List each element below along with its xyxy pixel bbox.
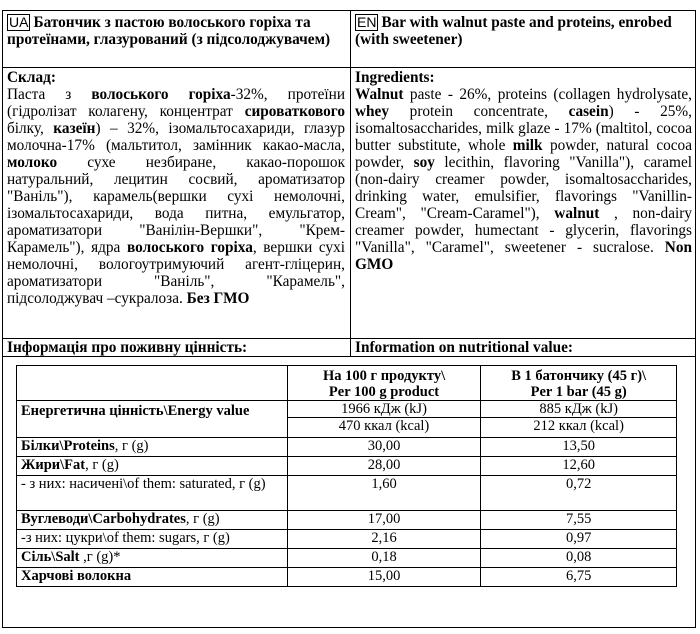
energy-label: Енергетична цінність\Energy value: [17, 401, 288, 438]
nutrient-row: [17, 511, 677, 530]
ua-ingredient-segment: волоського горіха: [126, 239, 253, 256]
energy-per100-kj: 1966 кДж (kJ): [288, 401, 481, 418]
ua-ingredient-segment: сироваткового: [244, 103, 345, 120]
nutrient-unit: -з них: цукри\of them: sugars, г (g): [21, 530, 230, 546]
en-title: [355, 14, 692, 48]
header-per100-en: Per 100 g product: [328, 384, 440, 400]
en-ingredients-text: [355, 86, 692, 273]
nutrient-unit: , г (g): [85, 457, 119, 473]
en-ingredient-segment: powder, natural cocoa powder,: [355, 137, 692, 171]
ua-ingredient-segment: ) – 32%, ізомальтосахариди, глазур молочна-17% (мальтитол, замінник какао-масла,: [7, 120, 345, 154]
en-ingredient-segment: whey: [355, 103, 389, 120]
ua-ingredient-segment: сухе незбиране, какао-порошок натуральний, лецитин сосвий, ароматизатор "Ваніль"), карамель(вершки сухі немолочні, ізомальтосахариди, вода питна, емульгатор, ароматизатори "Ванілін-Вершки", "Крем-Карамель"), ядра: [7, 154, 345, 256]
ua-title: [7, 14, 345, 48]
en-ingredient-segment: Non GMO: [355, 239, 692, 273]
nutrient-row: [17, 549, 677, 568]
energy-per100: [287, 401, 481, 438]
header-perbar: [481, 366, 677, 401]
nutrition-rows: [17, 438, 677, 587]
nutrient-perbar-value: 13,50: [481, 438, 677, 457]
nutrient-label: [17, 511, 288, 530]
nutrient-label: [17, 568, 288, 587]
nutrient-perbar-value: 6,75: [481, 568, 677, 587]
nutrient-unit: - з них: насичені\of them: saturated, г (g): [21, 476, 266, 492]
nutrition-header-row: [17, 366, 677, 401]
ua-ingredient-segment: білку,: [7, 120, 54, 137]
nutrient-per100-value: 0,18: [287, 549, 481, 568]
header-perbar-ua: В 1 батончику (45 г)\: [511, 368, 647, 384]
ua-title-text: Батончик з пастою волоського горіха та протеїнами, глазурований (з підсолоджувачем): [7, 14, 331, 48]
nutrient-row: [17, 530, 677, 549]
nutrient-per100-value: 30,00: [287, 438, 481, 457]
header-per100-ua: На 100 г продукту\: [322, 368, 446, 384]
nutrient-perbar-value: 7,55: [481, 511, 677, 530]
nutrient-name: Харчові волокна: [21, 568, 132, 584]
en-ingredient-segment: ) - 25%, isomaltosaccharides, milk glaze - 17% (maltitol, cocoa butter substitute, whole: [355, 103, 692, 154]
en-ingredient-segment: Walnut: [355, 86, 404, 103]
ua-ingredient-segment: -32%, протеїни (гідролізат колагену, концентрат: [7, 86, 346, 120]
en-ingredient-segment: soy: [413, 154, 435, 171]
energy-perbar-kcal: 212 ккал (kcal): [533, 418, 624, 434]
energy-per100-kcal: 470 ккал (kcal): [338, 418, 430, 434]
header-perbar-en: Per 1 bar (45 g): [530, 384, 627, 400]
nutrition-table: [16, 365, 677, 587]
en-ingredient-segment: walnut: [554, 205, 600, 222]
ua-ingredient-segment: Без ГМО: [186, 290, 250, 307]
nutrient-label: [17, 476, 288, 511]
nutrient-per100-value: 15,00: [287, 568, 481, 587]
energy-row: [17, 401, 677, 438]
ua-lang-tag: UA: [9, 14, 29, 30]
nutrient-perbar-value: 0,08: [481, 549, 677, 568]
energy-perbar-kj: 885 кДж (kJ): [481, 401, 676, 418]
en-ingredient-segment: paste - 26%, proteins (collagen hydrolysate,: [403, 86, 692, 103]
energy-perbar: [481, 401, 677, 438]
nutrient-name: Жири\Fat: [21, 457, 86, 473]
en-ingredient-segment: milk: [512, 137, 543, 154]
nutrient-per100-value: 17,00: [287, 511, 481, 530]
header-per100: [287, 366, 481, 401]
ua-ingredients-text: [7, 86, 345, 307]
header-empty-cell: [17, 366, 288, 401]
column-divider: [350, 11, 351, 356]
nutrient-unit: , г (g): [185, 511, 220, 527]
nutrient-unit: , г (g): [114, 438, 149, 454]
nutrient-name: Сіль\Salt: [21, 549, 80, 565]
nutrient-label: [17, 549, 288, 568]
nutrient-label: [17, 457, 288, 476]
nutrient-row: [17, 438, 677, 457]
nutrient-per100-value: 1,60: [287, 476, 481, 511]
ua-nutrition-heading: Інформація про поживну цінність:: [7, 339, 248, 356]
nutrient-perbar-value: 12,60: [481, 457, 677, 476]
nutrient-per100-value: 2,16: [287, 530, 481, 549]
nutrition-heading-divider: [3, 356, 695, 357]
en-title-text: Bar with walnut paste and proteins, enrobed (with sweetener): [355, 14, 672, 48]
nutrient-per100-value: 28,00: [287, 457, 481, 476]
nutrient-name: Білки\Proteins: [21, 438, 115, 454]
ua-ingredients-heading: Склад:: [7, 69, 56, 86]
nutrient-row: [17, 568, 677, 587]
en-ingredient-segment: protein concentrate,: [389, 103, 569, 120]
en-ingredients: [355, 69, 692, 273]
nutrient-unit: ,г (g)*: [79, 549, 121, 565]
ua-ingredient-segment: волоського горіха: [91, 86, 231, 103]
nutrient-name: Вуглеводи\Carbohydrates: [21, 511, 186, 527]
en-ingredient-segment: , non-dairy creamer powder, humectant - glycerin, flavorings "Vanilla", "Caramel", sweetener - sucralose.: [355, 205, 692, 256]
en-nutrition-heading: Information on nutritional value:: [355, 339, 573, 356]
ua-ingredient-segment: , вершки сухі немолочні, вологоутримуючий агент-гліцерин, ароматизатори "Ваніль", "Карамель", підсолоджувач –сукралоза.: [7, 239, 346, 307]
en-ingredient-segment: lecithin, flavoring "Vanilla"), caramel (non-dairy creamer powder, isomaltosaccharides, drinking water, emulsifier, flavorings "Vanillin-Cream", "Cream-Caramel"),: [355, 154, 692, 222]
nutrient-row: [17, 476, 677, 511]
ua-ingredients: [7, 69, 345, 307]
nutrient-perbar-value: 0,72: [481, 476, 677, 511]
nutrient-perbar-value: 0,97: [481, 530, 677, 549]
nutrient-row: [17, 457, 677, 476]
en-lang-tag: EN: [357, 14, 377, 30]
en-ingredient-segment: casein: [568, 103, 609, 120]
nutrient-label: [17, 438, 288, 457]
en-ingredients-heading: Ingredients:: [355, 69, 435, 86]
title-divider: [3, 67, 695, 68]
ua-ingredient-segment: молоко: [7, 154, 58, 171]
ua-ingredient-segment: Паста з: [7, 86, 92, 103]
ua-ingredient-segment: казеїн: [53, 120, 96, 137]
nutrient-label: [17, 530, 288, 549]
